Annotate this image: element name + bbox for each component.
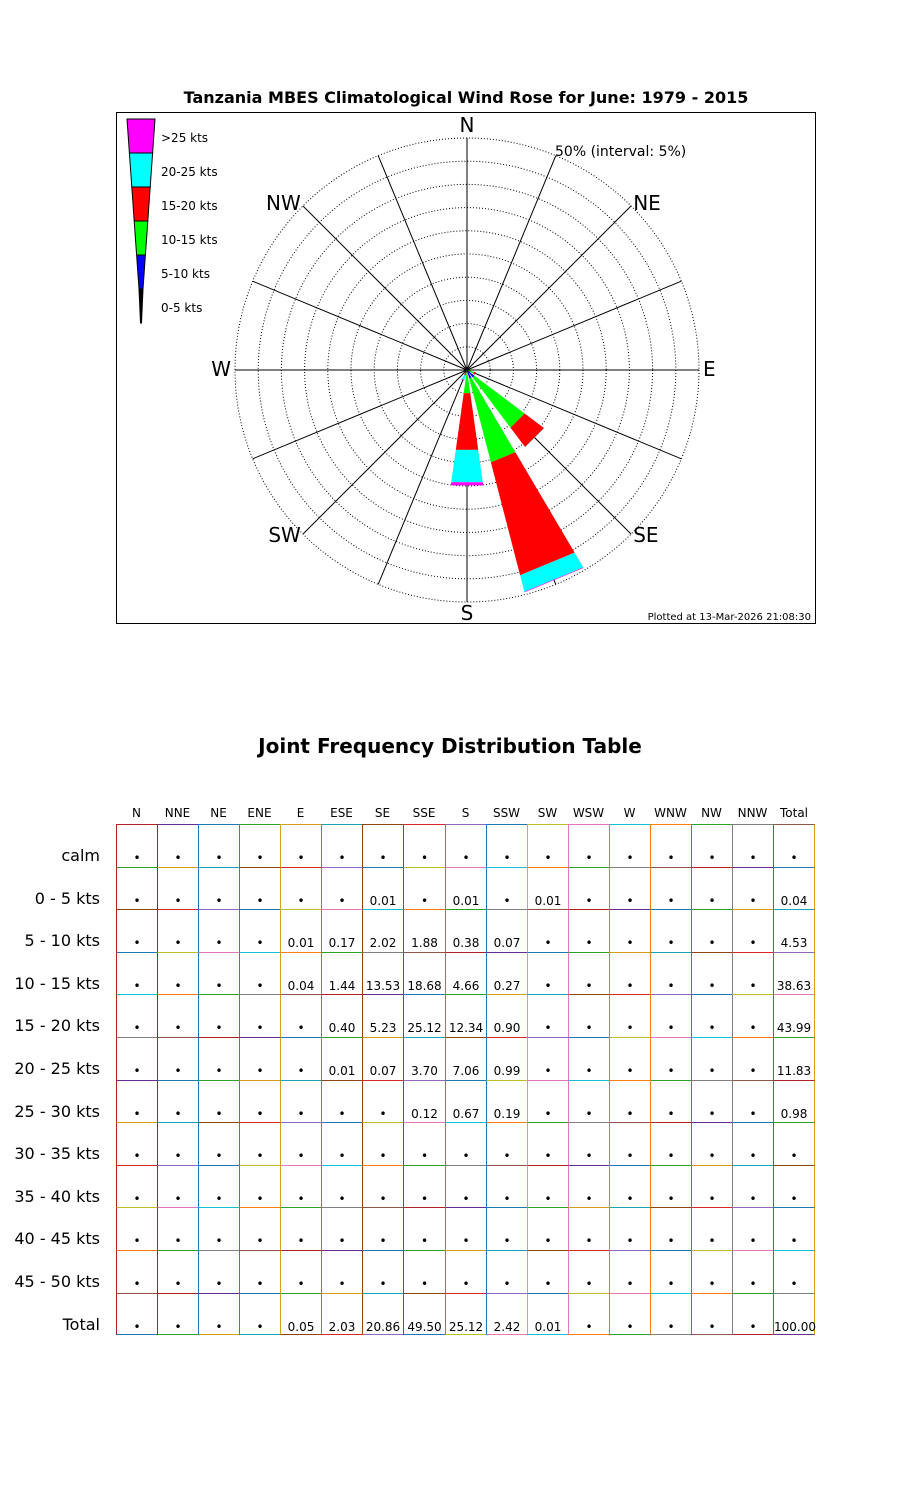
table-cell: 0.07	[362, 1037, 403, 1080]
table-cell: •	[691, 1122, 732, 1165]
table-cell: •	[732, 1080, 773, 1123]
grid-spoke	[467, 281, 681, 370]
table-cell: •	[157, 824, 198, 867]
table-cell: •	[198, 952, 239, 995]
table-cell: •	[239, 1122, 280, 1165]
table-cell: •	[732, 909, 773, 952]
rose-title: Tanzania MBES Climatological Wind Rose for June: 1979 - 2015	[183, 88, 749, 107]
table-cell: •	[280, 867, 321, 910]
table-cell: •	[239, 909, 280, 952]
table-cell: •	[568, 867, 609, 910]
table-cell: •	[568, 1122, 609, 1165]
wedge-s-20-25-kts	[451, 450, 483, 482]
table-cell: 1.44	[321, 952, 362, 995]
table-cell: •	[198, 1122, 239, 1165]
table-cell: •	[116, 1165, 157, 1208]
row-label: 5 - 10 kts	[24, 931, 100, 951]
table-cell: •	[609, 1207, 650, 1250]
table-cell: 2.02	[362, 909, 403, 952]
table-cell: •	[732, 994, 773, 1037]
table-cell: •	[321, 1165, 362, 1208]
table-cell: •	[732, 1250, 773, 1293]
table-cell: •	[609, 1165, 650, 1208]
table-cell: •	[198, 1165, 239, 1208]
table-cell: •	[732, 1037, 773, 1080]
table-cell: •	[691, 1080, 732, 1123]
column-header-ese: ESE	[330, 806, 353, 820]
table-cell: 0.40	[321, 994, 362, 1037]
table-cell: •	[650, 1037, 691, 1080]
table-cell: •	[732, 867, 773, 910]
table-cell: •	[691, 994, 732, 1037]
table-cell: •	[650, 1080, 691, 1123]
table-cell: •	[691, 1293, 732, 1336]
table-cell: •	[198, 1293, 239, 1336]
compass-label-ne: NE	[633, 190, 661, 215]
table-cell: 18.68	[403, 952, 445, 995]
wind-rose-chart	[117, 113, 817, 625]
table-cell: 0.01	[527, 1293, 568, 1336]
table-cell: 0.01	[321, 1037, 362, 1080]
row-label: 15 - 20 kts	[14, 1016, 100, 1036]
table-cell: •	[568, 1293, 609, 1336]
compass-label-se: SE	[633, 523, 659, 548]
column-header-wsw: WSW	[572, 806, 605, 820]
table-cell: •	[732, 1207, 773, 1250]
table-cell: •	[445, 824, 486, 867]
table-cell: •	[280, 1165, 321, 1208]
table-cell: •	[691, 952, 732, 995]
legend-label: 15-20 kts	[161, 199, 218, 213]
wedge-s-25-kts	[451, 482, 483, 485]
table-cell: •	[362, 1122, 403, 1165]
legend-label: >25 kts	[161, 131, 209, 145]
table-cell: •	[116, 1122, 157, 1165]
column-header-ssw: SSW	[492, 806, 521, 820]
table-cell: •	[239, 994, 280, 1037]
table-cell: •	[239, 1207, 280, 1250]
table-cell: 0.04	[280, 952, 321, 995]
table-cell: •	[198, 909, 239, 952]
column-header-sw: SW	[537, 806, 558, 820]
table-cell: •	[157, 1122, 198, 1165]
table-cell: •	[773, 1207, 815, 1250]
table-cell: 4.53	[773, 909, 815, 952]
column-header-s: S	[461, 806, 470, 820]
table-cell: •	[239, 1080, 280, 1123]
grid-spoke	[303, 206, 467, 370]
table-cell: •	[609, 1080, 650, 1123]
table-cell: •	[650, 952, 691, 995]
legend-label: 20-25 kts	[161, 165, 218, 179]
table-cell: •	[609, 952, 650, 995]
table-cell: •	[362, 1080, 403, 1123]
table-cell: 0.07	[486, 909, 527, 952]
table-cell: •	[527, 952, 568, 995]
grid-spoke	[467, 156, 556, 370]
table-cell: •	[116, 909, 157, 952]
legend-label: 5-10 kts	[161, 267, 210, 281]
rose-frame	[116, 112, 816, 624]
table-cell: •	[527, 1250, 568, 1293]
table-cell: •	[445, 1250, 486, 1293]
table-cell: •	[116, 824, 157, 867]
table-cell: •	[321, 1207, 362, 1250]
table-cell: •	[568, 824, 609, 867]
table-cell: •	[403, 1122, 445, 1165]
table-cell: •	[403, 1165, 445, 1208]
wedge-s-15-20-kts	[456, 393, 478, 450]
table-cell: •	[650, 1207, 691, 1250]
table-cell: •	[116, 1293, 157, 1336]
compass-label-nw: NW	[266, 190, 301, 215]
table-cell: •	[321, 824, 362, 867]
table-cell: •	[486, 824, 527, 867]
table-cell: •	[650, 1165, 691, 1208]
row-label: 20 - 25 kts	[14, 1059, 100, 1078]
table-cell: •	[116, 867, 157, 910]
table-cell: •	[157, 1165, 198, 1208]
row-label: 25 - 30 kts	[14, 1101, 100, 1121]
table-cell: •	[650, 867, 691, 910]
table-cell: •	[239, 1165, 280, 1208]
table-cell: •	[157, 994, 198, 1037]
table-cell: 1.88	[403, 909, 445, 952]
table-cell: 11.83	[773, 1037, 815, 1080]
table-cell: •	[280, 1037, 321, 1080]
table-cell: 20.86	[362, 1293, 403, 1336]
table-cell: •	[650, 824, 691, 867]
table-cell: •	[116, 1250, 157, 1293]
table-cell: •	[568, 1165, 609, 1208]
table-cell: 0.04	[773, 867, 815, 910]
table-cell: •	[691, 824, 732, 867]
table-cell: 0.01	[280, 909, 321, 952]
table-cell: •	[486, 1165, 527, 1208]
table-cell: •	[527, 1122, 568, 1165]
legend-swatch	[127, 119, 155, 153]
table-cell: •	[403, 1207, 445, 1250]
column-header-ne: NE	[210, 806, 227, 820]
table-cell: •	[568, 909, 609, 952]
legend-label: 0-5 kts	[161, 301, 203, 315]
table-cell: •	[157, 909, 198, 952]
table-cell: •	[732, 1165, 773, 1208]
table-cell: 7.06	[445, 1037, 486, 1080]
table-cell: 0.01	[445, 867, 486, 910]
scale-label: 50% (interval: 5%)	[555, 144, 687, 160]
table-cell: 43.99	[773, 994, 815, 1037]
table-cell: •	[116, 994, 157, 1037]
table-cell: •	[609, 824, 650, 867]
column-header-sse: SSE	[412, 806, 436, 820]
table-cell: •	[157, 1037, 198, 1080]
table-cell: •	[732, 1293, 773, 1336]
table-cell: •	[650, 1122, 691, 1165]
table-cell: •	[691, 1037, 732, 1080]
table-cell: •	[568, 1207, 609, 1250]
table-cell: 0.01	[362, 867, 403, 910]
table-cell: •	[157, 867, 198, 910]
table-cell: •	[445, 1165, 486, 1208]
table-cell: 5.23	[362, 994, 403, 1037]
table-cell: •	[732, 1122, 773, 1165]
table-cell: •	[280, 824, 321, 867]
table-cell: •	[116, 1207, 157, 1250]
table-cell: •	[198, 1250, 239, 1293]
plotted-timestamp: Plotted at 13-Mar-2026 21:08:30	[647, 612, 811, 623]
table-cell: •	[773, 1250, 815, 1293]
table-cell: •	[650, 909, 691, 952]
table-cell: •	[486, 1250, 527, 1293]
table-cell: •	[116, 1080, 157, 1123]
table-cell: •	[650, 1293, 691, 1336]
table-cell: •	[445, 1122, 486, 1165]
table-cell: 2.03	[321, 1293, 362, 1336]
table-cell: •	[691, 909, 732, 952]
table-cell: •	[239, 952, 280, 995]
table-cell: •	[403, 1250, 445, 1293]
table-cell: •	[773, 824, 815, 867]
legend-swatch	[132, 187, 150, 221]
table-cell: •	[157, 1293, 198, 1336]
table-cell: •	[239, 1037, 280, 1080]
table-cell: •	[280, 1250, 321, 1293]
table-cell: •	[527, 994, 568, 1037]
table-cell: •	[568, 1080, 609, 1123]
row-label: 0 - 5 kts	[34, 888, 100, 908]
compass-label-n: N	[459, 113, 475, 137]
grid-spoke	[253, 281, 467, 370]
compass-label-s: S	[460, 601, 474, 625]
table-cell: •	[198, 994, 239, 1037]
table-cell: •	[321, 1080, 362, 1123]
table-cell: 38.63	[773, 952, 815, 995]
table-cell: •	[691, 1207, 732, 1250]
table-cell: •	[527, 824, 568, 867]
legend-swatch	[134, 221, 148, 255]
column-header-ene: ENE	[247, 806, 272, 820]
legend-swatch	[139, 289, 143, 323]
column-header-nne: NNE	[164, 806, 191, 820]
table-cell: •	[773, 1165, 815, 1208]
table-title: Joint Frequency Distribution Table	[258, 734, 642, 758]
legend-swatch	[137, 255, 146, 289]
table-cell: •	[691, 1250, 732, 1293]
table-cell: •	[198, 1037, 239, 1080]
table-cell: •	[280, 1207, 321, 1250]
row-label: calm	[61, 846, 100, 865]
table-cell: •	[157, 1250, 198, 1293]
table-cell: •	[568, 1250, 609, 1293]
table-cell: 0.05	[280, 1293, 321, 1336]
table-cell: •	[609, 1122, 650, 1165]
table-cell: •	[445, 1207, 486, 1250]
table-cell: 0.99	[486, 1037, 527, 1080]
column-header-e: E	[296, 806, 305, 820]
table-cell: 0.19	[486, 1080, 527, 1123]
table-cell: •	[486, 1207, 527, 1250]
table-cell: •	[732, 952, 773, 995]
table-cell: •	[486, 1122, 527, 1165]
table-cell: •	[198, 1207, 239, 1250]
table-cell: •	[527, 909, 568, 952]
table-cell: •	[239, 1250, 280, 1293]
column-header-nw: NW	[701, 806, 722, 820]
table-cell: •	[157, 1080, 198, 1123]
column-header-nnw: NNW	[737, 806, 768, 820]
table-cell: •	[198, 1080, 239, 1123]
table-cell: •	[362, 1165, 403, 1208]
table-cell: •	[609, 1293, 650, 1336]
compass-label-e: E	[703, 357, 716, 381]
table-cell: •	[527, 1207, 568, 1250]
table-cell: 0.98	[773, 1080, 815, 1123]
table-cell: •	[239, 1293, 280, 1336]
table-cell: 0.12	[403, 1080, 445, 1123]
row-label: 40 - 45 kts	[14, 1229, 100, 1249]
table-cell: •	[157, 1207, 198, 1250]
column-header-wnw: WNW	[654, 806, 687, 820]
table-cell: 100.00	[773, 1293, 815, 1336]
table-cell: •	[650, 994, 691, 1037]
table-cell: •	[609, 1037, 650, 1080]
table-cell: •	[609, 867, 650, 910]
table-cell: 25.12	[403, 994, 445, 1037]
column-header-total: Total	[779, 806, 809, 820]
table-cell: •	[609, 909, 650, 952]
row-label: 10 - 15 kts	[14, 973, 100, 993]
table-cell: •	[239, 867, 280, 910]
table-cell: •	[403, 824, 445, 867]
table-cell: •	[527, 1037, 568, 1080]
table-cell: •	[568, 994, 609, 1037]
table-cell: 0.90	[486, 994, 527, 1037]
legend-label: 10-15 kts	[161, 233, 218, 247]
table-cell: •	[321, 1122, 362, 1165]
column-header-se: SE	[374, 806, 391, 820]
grid-spoke	[303, 370, 467, 534]
table-cell: •	[239, 824, 280, 867]
table-cell: •	[403, 867, 445, 910]
table-cell: •	[280, 1122, 321, 1165]
table-cell: 0.01	[527, 867, 568, 910]
grid-spoke	[378, 156, 467, 370]
table-cell: 13.53	[362, 952, 403, 995]
table-cell: •	[527, 1080, 568, 1123]
table-cell: 49.50	[403, 1293, 445, 1336]
table-cell: •	[362, 824, 403, 867]
table-cell: •	[691, 867, 732, 910]
row-label: 30 - 35 kts	[14, 1144, 100, 1164]
table-cell: •	[321, 1250, 362, 1293]
table-cell: 0.27	[486, 952, 527, 995]
table-cell: 3.70	[403, 1037, 445, 1080]
grid-spoke	[253, 370, 467, 459]
table-cell: •	[609, 994, 650, 1037]
row-label: 35 - 40 kts	[14, 1186, 100, 1206]
row-label: Total	[62, 1314, 100, 1334]
table-cell: •	[116, 952, 157, 995]
table-cell: •	[362, 1250, 403, 1293]
column-header-n: N	[132, 806, 141, 820]
column-header-w: W	[623, 806, 636, 820]
table-cell: •	[321, 867, 362, 910]
table-cell: •	[691, 1165, 732, 1208]
table-cell: 0.17	[321, 909, 362, 952]
table-cell: •	[116, 1037, 157, 1080]
table-cell: •	[157, 952, 198, 995]
table-cell: •	[486, 867, 527, 910]
table-cell: •	[198, 867, 239, 910]
table-cell: 25.12	[445, 1293, 486, 1336]
table-cell: •	[568, 1037, 609, 1080]
table-cell: •	[362, 1207, 403, 1250]
table-cell: •	[773, 1122, 815, 1165]
table-cell: •	[280, 994, 321, 1037]
compass-label-sw: SW	[268, 523, 301, 548]
table-cell: •	[280, 1080, 321, 1123]
legend-swatch	[129, 153, 152, 187]
table-cell: •	[609, 1250, 650, 1293]
table-cell: 12.34	[445, 994, 486, 1037]
table-cell: 4.66	[445, 952, 486, 995]
table-cell: •	[650, 1250, 691, 1293]
table-cell: •	[527, 1165, 568, 1208]
table-cell: 0.38	[445, 909, 486, 952]
table-cell: •	[568, 952, 609, 995]
table-cell: •	[198, 824, 239, 867]
wedge-sse-15-20-kts	[491, 452, 575, 575]
row-label: 45 - 50 kts	[14, 1272, 100, 1291]
table-cell: •	[732, 824, 773, 867]
grid-spoke	[467, 206, 631, 370]
table-cell: 2.42	[486, 1293, 527, 1336]
compass-label-w: W	[211, 357, 231, 381]
table-cell: 0.67	[445, 1080, 486, 1123]
